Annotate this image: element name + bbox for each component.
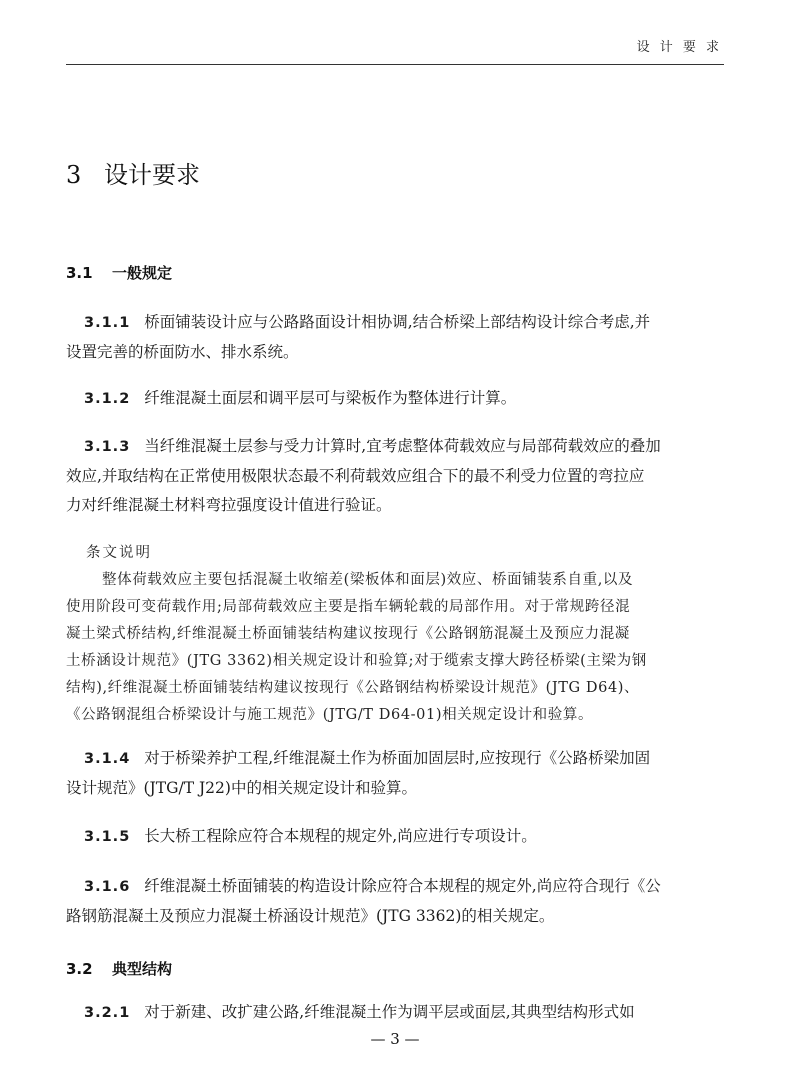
clause-text-line: 效应,并取结构在正常使用极限状态最不利荷载效应组合下的最不利受力位置的弯拉应 xyxy=(66,467,645,485)
running-head: 设 计 要 求 xyxy=(636,40,722,55)
explanation-line: 《公路钢混组合桥梁设计与施工规范》(JTG/T D64-01)相关规定设计和验算。 xyxy=(66,707,594,723)
clause-explanation xyxy=(66,540,728,729)
clause-text-line: 对于新建、改扩建公路,纤维混凝土作为调平层或面层,其典型结构形式如 xyxy=(144,1003,635,1021)
clause-number: 3.1.2 xyxy=(84,391,131,407)
clause-3-1-1 xyxy=(66,308,726,367)
clause-3-2-1 xyxy=(66,998,726,1028)
clause-number: 3.1.5 xyxy=(84,829,131,845)
explanation-line: 土桥涵设计规范》(JTG 3362)相关规定设计和验算;对于缆索支撑大跨径桥梁(主梁为钢 xyxy=(66,653,647,669)
explanation-line: 整体荷载效应主要包括混凝土收缩差(梁板体和面层)效应、桥面铺装系自重,以及 xyxy=(102,572,634,588)
chapter-number: 3 xyxy=(66,161,82,189)
clause-text-line: 纤维混凝土桥面铺装的构造设计除应符合本规程的规定外,尚应符合现行《公 xyxy=(144,877,661,895)
clause-3-1-4 xyxy=(66,744,726,803)
clause-text-line: 对于桥梁养护工程,纤维混凝土作为桥面加固层时,应按现行《公路桥梁加固 xyxy=(144,749,651,767)
clause-3-1-5 xyxy=(66,822,726,852)
section-title-text: 一般规定 xyxy=(112,264,173,282)
page-number: — 3 — xyxy=(370,1030,420,1048)
explanation-line: 凝土梁式桥结构,纤维混凝土桥面铺装结构建议按现行《公路钢筋混凝土及预应力混凝 xyxy=(66,626,630,642)
header-rule xyxy=(66,64,724,65)
clause-text-line: 力对纤维混凝土材料弯拉强度设计值进行验证。 xyxy=(66,496,392,514)
clause-number: 3.1.3 xyxy=(84,439,131,455)
section-number: 3.2 xyxy=(66,960,93,978)
clause-3-1-2 xyxy=(66,384,726,414)
explanation-heading: 条文说明 xyxy=(86,545,152,561)
section-title-text: 典型结构 xyxy=(112,960,173,978)
clause-number: 3.1.1 xyxy=(84,315,131,331)
clause-text-line: 路钢筋混凝土及预应力混凝土桥涵设计规范》(JTG 3362)的相关规定。 xyxy=(66,907,555,925)
clause-number: 3.1.4 xyxy=(84,751,131,767)
explanation-line: 使用阶段可变荷载作用;局部荷载效应主要是指车辆轮载的局部作用。对于常规跨径混 xyxy=(66,599,631,615)
clause-text-line: 桥面铺装设计应与公路路面设计相协调,结合桥梁上部结构设计综合考虑,并 xyxy=(144,313,651,331)
clause-text-line: 设计规范》(JTG/T J22)中的相关规定设计和验算。 xyxy=(66,779,417,797)
section-3-2-title xyxy=(66,958,172,979)
clause-number: 3.1.6 xyxy=(84,879,131,895)
clause-3-1-6 xyxy=(66,872,726,931)
clause-text-line: 纤维混凝土面层和调平层可与梁板作为整体进行计算。 xyxy=(144,389,517,407)
section-number: 3.1 xyxy=(66,264,93,282)
clause-text-line: 设置完善的桥面防水、排水系统。 xyxy=(66,343,299,361)
clause-text-line: 当纤维混凝土层参与受力计算时,宜考虑整体荷载效应与局部荷载效应的叠加 xyxy=(144,437,661,455)
chapter-title xyxy=(66,155,200,190)
explanation-line: 结构),纤维混凝土桥面铺装结构建议按现行《公路钢结构桥梁设计规范》(JTG D64)、 xyxy=(66,680,640,696)
clause-text-line: 长大桥工程除应符合本规程的规定外,尚应进行专项设计。 xyxy=(144,827,537,845)
clause-3-1-3 xyxy=(66,432,726,520)
clause-number: 3.2.1 xyxy=(84,1005,131,1021)
section-3-1-title xyxy=(66,262,172,283)
chapter-title-text: 设计要求 xyxy=(104,161,200,189)
